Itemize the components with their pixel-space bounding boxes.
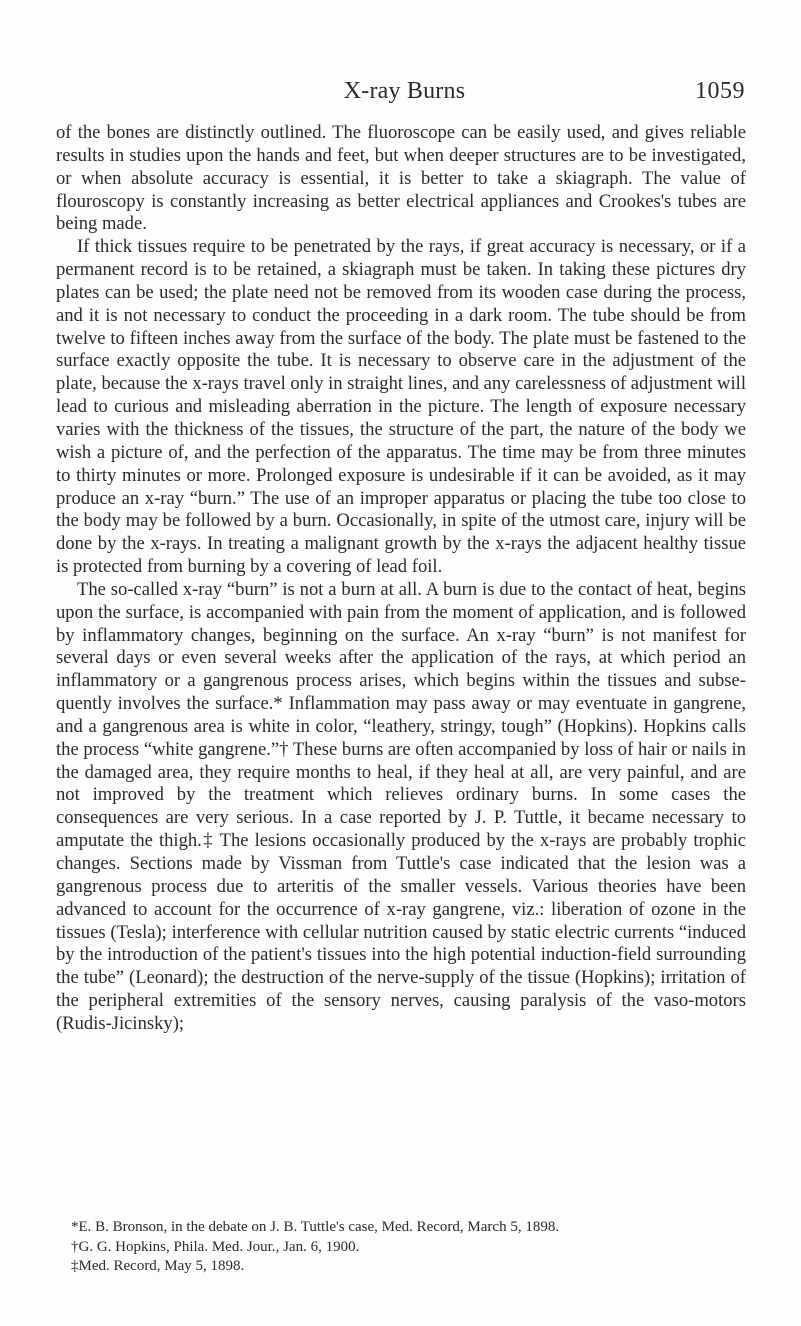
- paragraph-continued: of the bones are distinctly outlined. The fluoroscope can be easily used, and gives reliable results in studies upon the hands and feet, but when deeper structures are to be investigated, or when absolute accuracy is essential, it is better to take a skiagraph. The value of flouroscopy is constantly increasing as better electrical appliances and Crookes's tubes are being made.: [56, 122, 746, 235]
- running-head: [64, 78, 745, 106]
- paragraph-xray-burn: The so-called x-ray “burn” is not a burn at all. A burn is due to the contact of heat, begins upon the surface, is accompanied with pain from the moment of application, and is followed by inflammatory changes, beginning on the surface. An x-ray “burn” is not manifest for several days or even several weeks after the application of the rays, at which period an inflammatory or a gangrenous process arises, which begins within the tissues and subsequently involves the surface.* Inflammation may pass away or may eventuate in gangrene, and a gangrenous area is white in color, “leathery, stringy, tough” (Hopkins). Hopkins calls the process “white gangrene.”† These burns are often accompanied by loss of hair or nails in the damaged area, they require months to heal, if they heal at all, are very painful, and are not improved by the treatment which relieves ordinary burns. In some cases the consequences are very serious. In a case reported by J. P. Tuttle, it became necessary to amputate the thigh.‡ The lesions occasionally produced by the x-rays are probably trophic changes. Sections made by Vissman from Tuttle's case indicated that the lesion was a gangrenous process due to arteritis of the smaller vessels. Various theories have been advanced to account for the occurrence of x-ray gangrene, viz.: liberation of ozone in the tissues (Tesla); interference with cellular nutrition caused by static electric currents “induced by the introduction of the patient's tissues into the high potential induction-field surrounding the tube” (Leonard); the destruction of the nerve-supply of the tissue (Hopkins); irritation of the peripheral extremities of the sensory nerves, causing paralysis of the vaso-motors (Rudis-Jicinsky);: [56, 578, 746, 1034]
- footnotes: [56, 1218, 746, 1277]
- footnote-3: ‡Med. Record, May 5, 1898.: [71, 1258, 245, 1274]
- paragraph-skiagraph: If thick tissues require to be penetrated by the rays, if great accuracy is necessary, or if a permanent record is to be retained, a skiagraph must be taken. In taking these pictures dry plates can be used; the plate need not be removed from its wooden case during the process, and it is not necessary to conduct the proceeding in a dark room. The tube should be from twelve to fifteen inches away from the surface of the body. The plate must be fastened to the surface exactly opposite the tube. It is necessary to observe care in the adjustment of the plate, because the x-rays travel only in straight lines, and any carelessness of adjustment will lead to curious and misleading aberration in the picture. The length of exposure necessary varies with the thickness of the tissues, the structure of the part, the nature of the body we wish a picture of, and the perfection of the apparatus. The time may be from three minutes to thirty minutes or more. Prolonged exposure is undesirable if it can be avoided, as it may produce an x-ray “burn.” The use of an improper apparatus or placing the tube too close to the body may be followed by a burn. Occasionally, in spite of the utmost care, injury will be done by the x-rays. In treating a malignant growth by the x-rays the adjacent healthy tissue is protected from burning by a covering of lead foil.: [56, 236, 746, 578]
- footnote-2: †G. G. Hopkins, Phila. Med. Jour., Jan. 6, 1900.: [71, 1238, 360, 1255]
- footnote-1: *E. B. Bronson, in the debate on J. B. Tuttle's case, Med. Record, March 5, 1898.: [71, 1219, 560, 1235]
- page-number: 1059: [695, 78, 745, 104]
- running-title: X-ray Burns: [343, 78, 466, 104]
- body-text: [56, 122, 746, 1036]
